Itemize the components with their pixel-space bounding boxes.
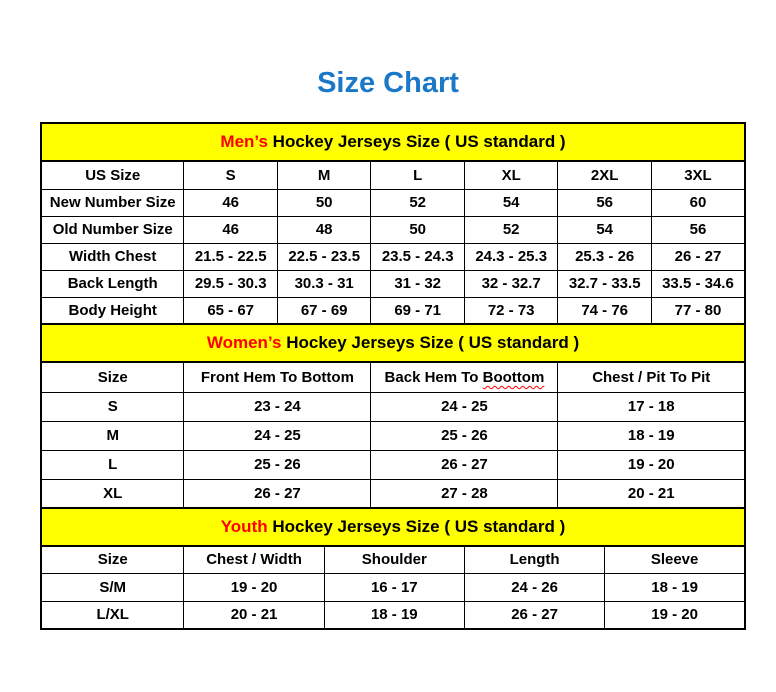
table-row — [41, 297, 745, 324]
size-value: 19 - 20 — [184, 573, 324, 601]
size-value: 50 — [371, 216, 465, 243]
column-header: M — [277, 161, 371, 189]
column-header: Chest / Pit To Pit — [558, 362, 745, 392]
row-label: M — [41, 421, 184, 450]
size-value: 65 - 67 — [184, 297, 278, 324]
section-title-row-men — [41, 123, 745, 161]
section-title-women — [41, 324, 745, 362]
size-tables-container — [40, 122, 746, 630]
section-title-row-women — [41, 324, 745, 362]
section-title-text: Hockey Jerseys Size ( US standard ) — [281, 333, 580, 352]
size-value: 32.7 - 33.5 — [558, 270, 652, 297]
size-value: 22.5 - 23.5 — [277, 243, 371, 270]
size-value: 20 - 21 — [558, 479, 745, 508]
size-value: 69 - 71 — [371, 297, 465, 324]
size-value: 26 - 27 — [184, 479, 371, 508]
size-value: 25.3 - 26 — [558, 243, 652, 270]
table-row — [41, 573, 745, 601]
size-value: 46 — [184, 189, 278, 216]
size-value: 26 - 27 — [651, 243, 745, 270]
table-row — [41, 601, 745, 629]
size-value: 67 - 69 — [277, 297, 371, 324]
column-header: L — [371, 161, 465, 189]
size-value: 23 - 24 — [184, 392, 371, 421]
column-header: 2XL — [558, 161, 652, 189]
size-value: 54 — [464, 189, 558, 216]
size-value: 25 - 26 — [371, 421, 558, 450]
size-value: 24 - 26 — [464, 573, 604, 601]
size-value: 52 — [464, 216, 558, 243]
size-value: 54 — [558, 216, 652, 243]
size-value: 25 - 26 — [184, 450, 371, 479]
size-value: 16 - 17 — [324, 573, 464, 601]
table-row — [41, 243, 745, 270]
misspelled-word: Boottom — [482, 368, 545, 386]
column-header-row — [41, 362, 745, 392]
size-value: 50 — [277, 189, 371, 216]
size-value: 27 - 28 — [371, 479, 558, 508]
table-row — [41, 392, 745, 421]
size-value: 18 - 19 — [324, 601, 464, 629]
size-value: 48 — [277, 216, 371, 243]
size-value: 21.5 - 22.5 — [184, 243, 278, 270]
column-header: Size — [41, 546, 184, 573]
row-label: S — [41, 392, 184, 421]
column-header-text: Back Hem To — [384, 368, 483, 386]
column-header: XL — [464, 161, 558, 189]
size-value: 56 — [651, 216, 745, 243]
size-value: 32 - 32.7 — [464, 270, 558, 297]
size-value: 77 - 80 — [651, 297, 745, 324]
size-value: 56 — [558, 189, 652, 216]
section-title-men — [41, 123, 745, 161]
size-table-men — [40, 122, 746, 325]
table-row — [41, 450, 745, 479]
column-header — [371, 362, 558, 392]
section-title-highlight: Men’s — [220, 132, 268, 151]
size-value: 31 - 32 — [371, 270, 465, 297]
size-value: 17 - 18 — [558, 392, 745, 421]
table-row — [41, 479, 745, 508]
row-label: Back Length — [41, 270, 184, 297]
section-title-row-youth — [41, 508, 745, 546]
column-header: US Size — [41, 161, 184, 189]
column-header: Chest / Width — [184, 546, 324, 573]
size-value: 20 - 21 — [184, 601, 324, 629]
column-header-row — [41, 161, 745, 189]
row-label: Width Chest — [41, 243, 184, 270]
column-header: 3XL — [651, 161, 745, 189]
row-label: L/XL — [41, 601, 184, 629]
section-title-youth — [41, 508, 745, 546]
table-row — [41, 421, 745, 450]
size-value: 52 — [371, 189, 465, 216]
size-value: 72 - 73 — [464, 297, 558, 324]
size-value: 33.5 - 34.6 — [651, 270, 745, 297]
size-table-women — [40, 323, 746, 509]
page-title: Size Chart — [317, 67, 459, 99]
row-label: Old Number Size — [41, 216, 184, 243]
column-header-row — [41, 546, 745, 573]
size-value: 23.5 - 24.3 — [371, 243, 465, 270]
row-label: XL — [41, 479, 184, 508]
size-value: 30.3 - 31 — [277, 270, 371, 297]
column-header: S — [184, 161, 278, 189]
column-header: Shoulder — [324, 546, 464, 573]
size-value: 19 - 20 — [558, 450, 745, 479]
size-value: 24.3 - 25.3 — [464, 243, 558, 270]
size-value: 19 - 20 — [605, 601, 745, 629]
section-title-text: Hockey Jerseys Size ( US standard ) — [267, 517, 566, 536]
table-row — [41, 270, 745, 297]
row-label: L — [41, 450, 184, 479]
size-value: 29.5 - 30.3 — [184, 270, 278, 297]
size-value: 60 — [651, 189, 745, 216]
row-label: Body Height — [41, 297, 184, 324]
size-value: 26 - 27 — [464, 601, 604, 629]
column-header: Length — [464, 546, 604, 573]
size-value: 24 - 25 — [371, 392, 558, 421]
size-value: 18 - 19 — [605, 573, 745, 601]
section-title-highlight: Women’s — [206, 333, 282, 352]
table-row — [41, 216, 745, 243]
size-table-youth — [40, 507, 746, 630]
size-value: 24 - 25 — [184, 421, 371, 450]
section-title-text: Hockey Jerseys Size ( US standard ) — [267, 132, 566, 151]
row-label: New Number Size — [41, 189, 184, 216]
column-header: Sleeve — [605, 546, 745, 573]
column-header: Front Hem To Bottom — [184, 362, 371, 392]
row-label: S/M — [41, 573, 184, 601]
size-value: 74 - 76 — [558, 297, 652, 324]
table-row — [41, 189, 745, 216]
column-header: Size — [41, 362, 184, 392]
size-value: 46 — [184, 216, 278, 243]
size-value: 26 - 27 — [371, 450, 558, 479]
section-title-highlight: Youth — [220, 517, 268, 536]
size-value: 18 - 19 — [558, 421, 745, 450]
